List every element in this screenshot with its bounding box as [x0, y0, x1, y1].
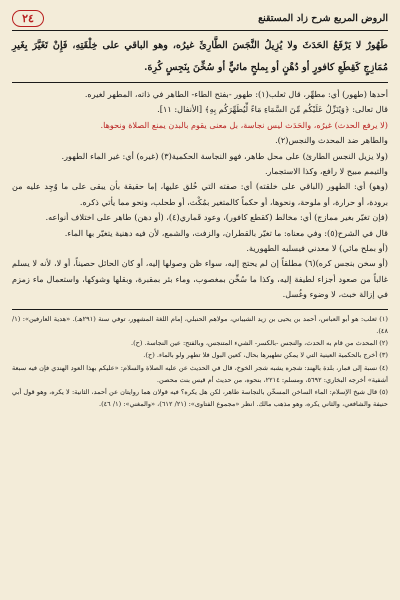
page-header	[12, 6, 388, 31]
page-number-badge: ٢٤	[12, 10, 44, 27]
footnotes	[12, 313, 388, 411]
paragraph: (ولا يزيل النجس الطارئ) على محل طاهر، فهو النجاسة الحكمية(٣) (غيره) أي: غير الماء الطهور.	[61, 150, 388, 161]
commentary-body	[12, 87, 388, 303]
paragraph: قال تعالى: ﴿وَيُنَزِّلُ عَلَيْكُم مِّنَ السَّمَاءِ مَاءً لِّيُطَهِّرَكُم بِهِ﴾ [الأنفال: ١١].	[157, 104, 388, 115]
paragraph: (وهو) أي: الطهور (الباقي على خلقته) أي: صفته التي خُلق عليها، إما حقيقة بأن يبقى على ما وُجِد عليه من برودة، أو حرارة، أو ملوحة، ونحوها، أو حكماً كالمتغير بمُكْث، أو طحلب، ونحو مما يأتي ذكره.	[12, 181, 388, 207]
footnote: (١) ثعلب: هو أبو العباس، أحمد بن يحيى بن زيد الشيباني، مولاهم الحنبلي، إمام اللغة المشهور، توفي سنة (٢٩١هـ). «هدية العارفين»: (١/ ٤٨).	[12, 314, 388, 335]
paragraph: والتيمم مبيح لا رافع، وكذا الاستجمار.	[264, 166, 388, 177]
paragraph: (أو بملح مائي) لا معدني فيسلبه الطهورية.	[246, 243, 388, 254]
paragraph: (لا يرفع الحدث) غيرُه، والحَدَث ليس نجاسة، بل معنى يقوم بالبدن يمنع الصلاة ونحوها.	[100, 119, 388, 130]
paragraph: (فإن تغيّر بغير ممازج) أي: مخالط (كقطع كافور)، وعود قَماري(٤)، (أو دهن) طاهر على اختلاف أنواعه.	[45, 212, 388, 223]
book-title: الروض المربع شرح زاد المستقنع	[258, 12, 388, 24]
footnote: (٢) المحدث من قام به الحدث، والنجس -بالكسر- الشيء المتنجس، وبالفتح: عين النجاسة. (ح).	[130, 339, 388, 348]
matn-text: طَهُورٌ لا يَرْفَعُ الحَدَثَ ولا يُزِيلُ النَّجَسَ الطَّارِئَ غيرُه، وهو الباقي على خِلْقَتِهِ، فَإِنْ تَغَيَّرَ بِغَيرِ مُمَازِجٍ كَقِطَعِ كافورٍ أو دُهْنٍ أو بِملحٍ مائيٍّ أو سُخِّنَ بِنَجِسٍ كُرِهَ.	[12, 40, 388, 73]
paragraph: أحدها (طهور) أي: مطهِّر، قال ثعلب(١): طهور -بفتح الطاء- الطاهر في ذاته، المطهر لغيره.	[84, 89, 388, 99]
footnote: (٤) نسبة إلى قمار، بلدة بالهند: شجره يشبه شجر الخوخ، قال في الحديث عن عليه الصلاة والسلام: «عليكم بهذا العود الهندي فإن فيه سبعة أشفية» أخرجه البخاري: ٥٦٩٢، ومسلم: ٢٢١٤، بنحوه، من حديث أم قيس بنت محصن.	[12, 363, 388, 384]
footnote: (٥) قال شيخ الإسلام: الماء الساخن المسخّن بالنجاسة طاهر، لكن هل يكره؟ فيه قولان هما روايتان عن أحمد، الثانية: لا يكره، وهو قول أبي حنيفة والشافعي، والثاني يكره، وهو مذهب مالك. انظر «مجموع الفتاوى»: (٢١/ ٦١٢)، «والمغني»: (١/ ٤٦).	[12, 387, 388, 409]
footnote-separator	[12, 309, 388, 310]
paragraph: قال في الشرح(٥): وفي معناه: ما تغيّر بالقطران، والزفت، والشمع، لأن فيه دهنية يتغيّر بها الماء.	[64, 227, 388, 238]
paragraph: والطاهر ضد المحدث والنجس(٢).	[275, 135, 388, 146]
matn-separator	[12, 82, 388, 83]
paragraph: (أو سخن بنجس كره)(٦) مطلقاً إن لم يحتج إليه، سواء ظن وصولها إليه، أو كان الحائل حصيناً، أو لا، لأنه لا يسلم غالباً من صعود أجزاء لطيفة إليه، وكذا ما سُخِّن بمغصوب، وماء بئر بمقبرة، وبقلها وشوكها، واستعمال ماء زمزم في إزالة خبث، لا وضوء وغُسل.	[12, 258, 388, 300]
footnote: (٣) أخرج بالحكمية العينية التي لا يمكن تطهيرها بحال، كعين البول فلا تطهر ولو بالماء. (ح).	[143, 351, 388, 360]
